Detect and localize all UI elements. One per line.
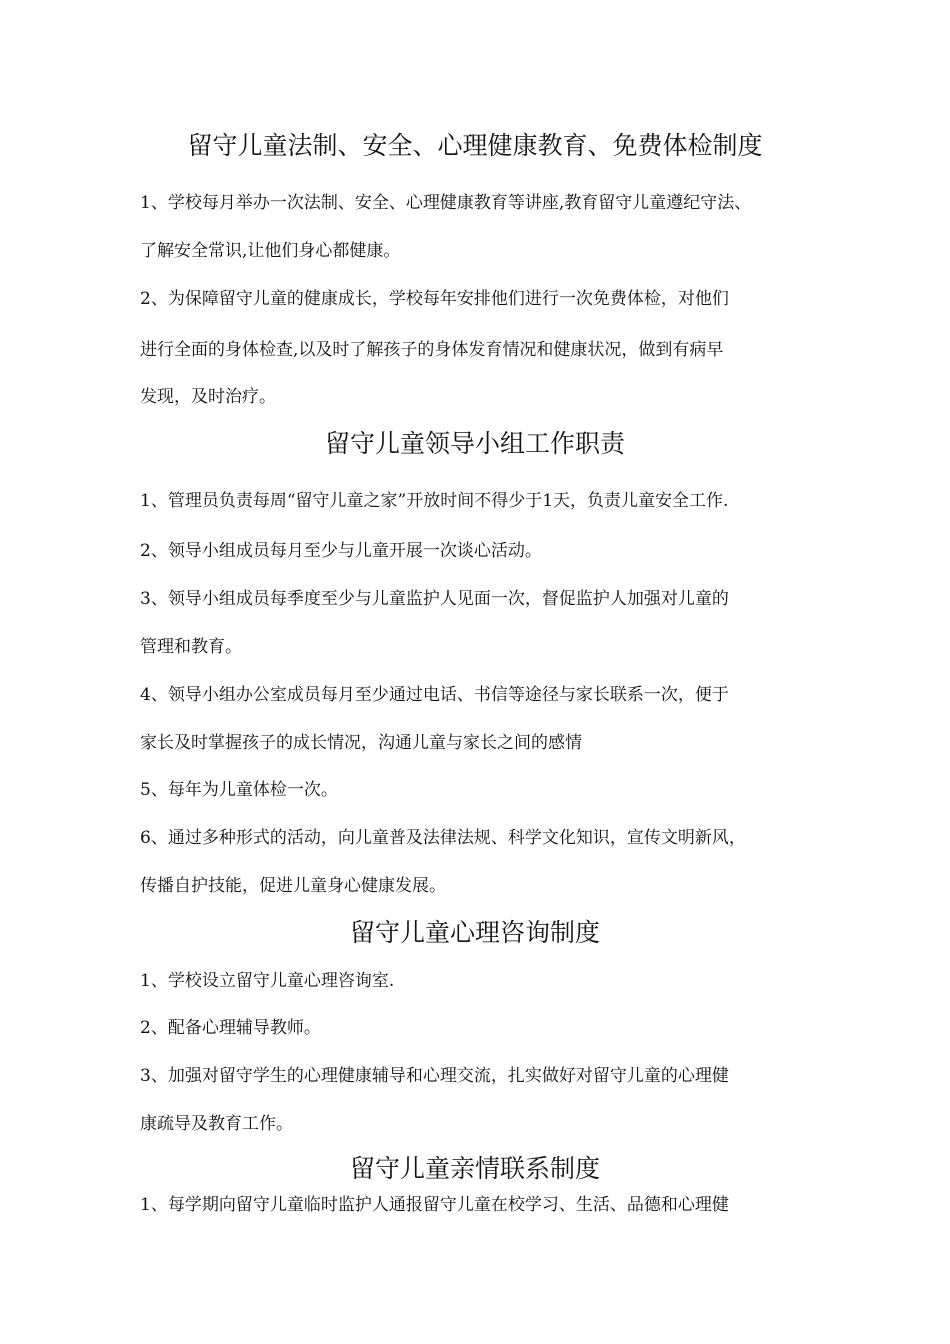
paragraph-line: 管理和教育。: [140, 637, 242, 657]
section-title: 留守儿童亲情联系制度: [349, 1154, 600, 1183]
paragraph-line: 2、配备心理辅导教师。: [140, 1018, 321, 1038]
paragraph-line: 康疏导及教育工作。: [140, 1114, 293, 1134]
paragraph-line: 家长及时掌握孩子的成长情况，沟通儿童与家长之间的感情: [140, 733, 582, 753]
paragraph-line: 6、通过多种形式的活动，向儿童普及法律法规、科学文化知识，宣传文明新风，: [140, 828, 746, 848]
paragraph-line: 1、学校设立留守儿童心理咨询室.: [140, 971, 395, 991]
paragraph-line: 1、管理员负责每周“留守儿童之家”开放时间不得少于1天，负责儿童安全工作.: [140, 491, 729, 511]
paragraph-line: 1、每学期向留守儿童临时监护人通报留守儿童在校学习、生活、品德和心理健: [140, 1195, 729, 1215]
paragraph-line: 2、为保障留守儿童的健康成长，学校每年安排他们进行一次免费体检，对他们: [140, 289, 729, 309]
paragraph-line: 传播自护技能，促进儿童身心健康发展。: [140, 876, 446, 896]
paragraph-line: 2、领导小组成员每月至少与儿童开展一次谈心活动。: [140, 541, 542, 561]
paragraph-line: 5、每年为儿童体检一次。: [140, 780, 338, 800]
section-title: 留守儿童法制、安全、心理健康教育、免费体检制度: [187, 131, 763, 160]
paragraph-line: 3、加强对留守学生的心理健康辅导和心理交流，扎实做好对留守儿童的心理健: [140, 1066, 729, 1086]
paragraph-line: 4、领导小组办公室成员每月至少通过电话、书信等途径与家长联系一次，便于: [140, 685, 729, 705]
paragraph-line: 1、学校每月举办一次法制、安全、心理健康教育等讲座,教育留守儿童遵纪守法、: [140, 193, 752, 213]
paragraph-line: 了解安全常识,让他们身心都健康。: [140, 241, 401, 261]
paragraph-line: 发现，及时治疗。: [140, 387, 276, 407]
paragraph-line: 3、领导小组成员每季度至少与儿童监护人见面一次，督促监护人加强对儿童的: [140, 589, 729, 609]
section-title: 留守儿童领导小组工作职责: [324, 429, 625, 458]
paragraph-line: 进行全面的身体检查,以及时了解孩子的身体发育情况和健康状况，做到有病早: [140, 340, 724, 360]
section-title: 留守儿童心理咨询制度: [349, 918, 600, 947]
